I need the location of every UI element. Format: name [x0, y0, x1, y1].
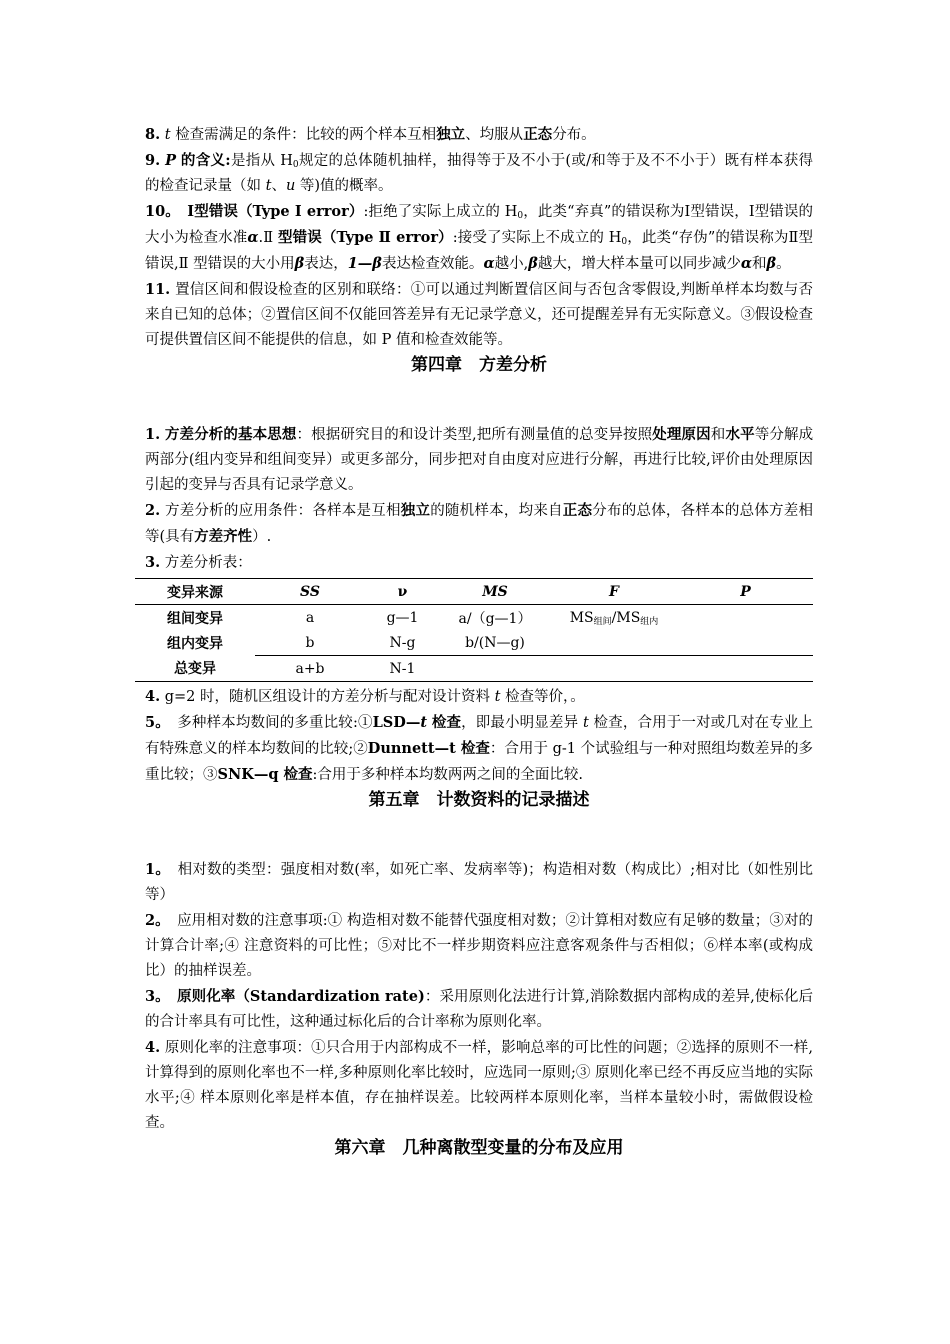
cell-ss: a+b — [255, 656, 365, 682]
table-header-row — [135, 579, 813, 605]
cell-df: g—1 — [386, 609, 419, 626]
ch5-item-2: 2。 应用相对数的注意事项:① 构造相对数不能替代强度相对数；②计算相对数应有足够的数量；③对的计算合计率;④ 注意资料的可比性；⑤对比不一样步期资料应注意客观条件与否相似；⑥样本率(或构成比）的抽样误差。 — [145, 912, 814, 979]
chapter-6-title: 第六章 几种离散型变量的分布及应用 — [334, 1138, 624, 1158]
table-row — [135, 605, 813, 631]
item-10: 10。 Ⅰ型错误（Type Ⅰ error）:拒绝了实际上成立的 $H_0$，此类“弃真”的错误称为Ⅰ型错误，Ⅰ型错误的大小为检查水准α.Ⅱ 型错误（Type Ⅱ error）:接受了实际上不成立的 $H_0$，此类“存伪”的错误称为Ⅱ型错误,Ⅱ 型错误的大小用β表达，1—β表达检查效能。α越小,β越大，增大样本量可以同步减少α和β。 — [145, 203, 814, 272]
ch4-item-1: 1. 方差分析的基本思想：根据研究目的和设计类型,把所有测量值的总变异按照处理原因和水平等分解成两部分(组内变异和组间变异）或更多部分，同步把对自由度对应进行分解，再进行比较,评价由处理原因引起的变异与否具有记录学意义。 — [145, 426, 814, 493]
cell-source: 总变异 — [135, 656, 255, 682]
cell-ms: b/(N—g) — [440, 630, 550, 656]
cell-source: 组内变异 — [167, 635, 223, 652]
cell-ss: b — [255, 630, 365, 656]
chapter-5-title: 第五章 计数资料的记录描述 — [368, 790, 590, 810]
cell-source: 组间变异 — [167, 610, 223, 627]
item-9: 9. P 的含义:是指从 $H_0$规定的总体随机抽样，抽得等于及不小于(或/和等于及不不小于）既有样本获得的检查记录量（如 t、u 等)值的概率。 — [145, 152, 814, 194]
table-row — [135, 630, 813, 656]
col-header-df: ν — [365, 579, 440, 605]
ch5-item-1: 1。 相对数的类型：强度相对数(率，如死亡率、发病率等)；构造相对数（构成比）;相对比（如性别比等） — [145, 861, 814, 903]
document-page — [145, 122, 813, 1161]
item-8: 8. t 检查需满足的条件：比较的两个样本互相独立、均服从正态分布。 — [145, 126, 596, 143]
cell-ss: a — [305, 609, 315, 626]
ch5-item-4: 4. 原则化率的注意事项：①只合用于内部构成不一样，影响总率的可比性的问题；②选择的原则不一样,计算得到的原则化率也不一样,多种原则化率比较时，应选同一原则;③ 原则化率已经不再反应当地的实际水平;④ 样本原则化率是样本值，存在抽样误差。比较两样本原则化率，当样本量较小时，需做假设检查。 — [145, 1039, 814, 1131]
cell-ms: a/（g—1） — [458, 610, 532, 627]
chapter-4-title: 第四章 方差分析 — [411, 355, 547, 375]
cell-df: N-g — [365, 630, 440, 656]
ch4-item-5: 5。 多种样本均数间的多重比较:①LSD—t 检查，即最小明显差异 t 检查，合用于一对或几对在专业上有特殊意义的样本均数间的比较;②Dunnett—t 检查：合用于 g-1 个试验组与一种对照组均数差异的多重比较；③SNK—q 检查:合用于多种样本均数两两之间的全面比较. — [145, 714, 814, 783]
col-header-ss: SS — [255, 579, 365, 605]
cell-f: $MS_{组间}/MS_{组内}$ — [569, 609, 659, 627]
table-row — [135, 656, 813, 682]
ch4-item-4: 4. g=2 时，随机区组设计的方差分析与配对设计资料 t 检查等价，。 — [145, 688, 585, 705]
anova-table — [135, 578, 813, 682]
col-header-ms: MS — [440, 579, 550, 605]
cell-f — [550, 630, 678, 656]
ch5-item-3: 3。 原则化率（Standardization rate)：采用原则化法进行计算,消除数据内部构成的差异,使标化后的合计率具有可比性，这种通过标化后的合计率称为原则化率。 — [145, 988, 814, 1030]
ch4-item-2: 2. 方差分析的应用条件：各样本是互相独立的随机样本，均来自正态分布的总体，各样本的总体方差相等(具有方差齐性）. — [145, 502, 814, 545]
ch4-item-3: 3. 方差分析表： — [145, 554, 252, 571]
cell-p — [678, 605, 813, 631]
col-header-f: F — [550, 579, 678, 605]
item-11: 11. 置信区间和假设检查的区别和联络：①可以通过判断置信区间与否包含零假设,判断单样本均数与否来自已知的总体；②置信区间不仅能回答差异有无记录学意义，还可提醒差异有无实际意义。③假设检查可提供置信区间不能提供的信息，如 P 值和检查效能等。 — [145, 281, 814, 348]
cell-df: N-1 — [365, 656, 440, 682]
col-header-source: 变异来源 — [135, 579, 255, 605]
col-header-p: P — [678, 579, 813, 605]
cell-p — [678, 630, 813, 656]
